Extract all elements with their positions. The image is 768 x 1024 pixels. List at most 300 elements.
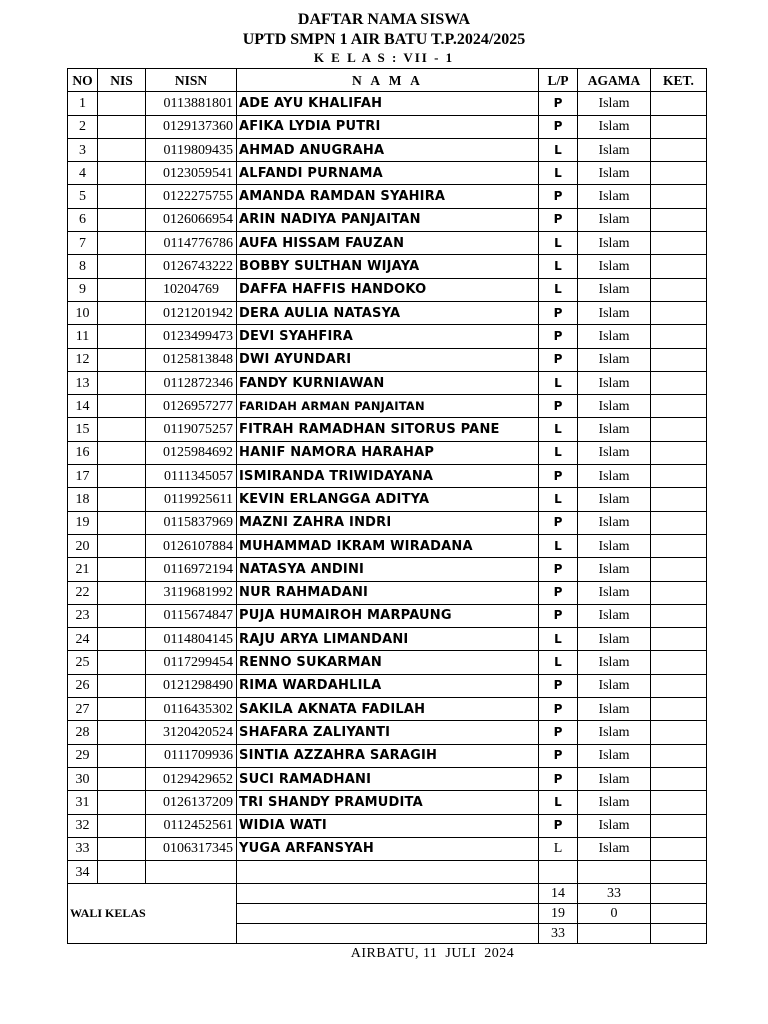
student-religion: Islam	[578, 255, 651, 278]
student-name: SHAFARA ZALIYANTI	[237, 721, 539, 744]
student-ket	[651, 232, 707, 255]
table-row	[68, 348, 707, 371]
student-religion: Islam	[578, 441, 651, 464]
student-no: 30	[68, 767, 98, 790]
student-gender: L	[539, 628, 578, 651]
student-ket	[651, 861, 707, 884]
student-religion: Islam	[578, 185, 651, 208]
student-no: 24	[68, 628, 98, 651]
student-ket	[651, 441, 707, 464]
student-name: DEVI SYAHFIRA	[237, 325, 539, 348]
student-gender: P	[539, 511, 578, 534]
student-nis	[98, 791, 146, 814]
summary-ket-cell	[651, 924, 707, 944]
student-religion: Islam	[578, 837, 651, 860]
student-name: MAZNI ZAHRA INDRI	[237, 511, 539, 534]
student-name: HANIF NAMORA HARAHAP	[237, 441, 539, 464]
student-no: 4	[68, 162, 98, 185]
student-no: 22	[68, 581, 98, 604]
student-nis	[98, 395, 146, 418]
student-ket	[651, 581, 707, 604]
student-nisn: 0116972194	[146, 558, 237, 581]
student-religion: Islam	[578, 814, 651, 837]
table-row	[68, 861, 707, 884]
student-nis	[98, 255, 146, 278]
student-nisn: 0115837969	[146, 511, 237, 534]
student-no: 28	[68, 721, 98, 744]
column-header-nisn: NISN	[146, 69, 237, 92]
student-ket	[651, 371, 707, 394]
student-gender: P	[539, 465, 578, 488]
student-religion: Islam	[578, 278, 651, 301]
student-name: ARIN NADIYA PANJAITAN	[237, 208, 539, 231]
student-nisn: 0121298490	[146, 674, 237, 697]
summary-agama-value	[578, 924, 651, 944]
summary-blank-cell	[237, 884, 539, 904]
student-nisn	[146, 861, 237, 884]
student-table-body	[68, 92, 707, 884]
table-row	[68, 395, 707, 418]
student-ket	[651, 837, 707, 860]
student-religion: Islam	[578, 232, 651, 255]
student-gender: L	[539, 534, 578, 557]
table-row	[68, 185, 707, 208]
student-gender: L	[539, 371, 578, 394]
student-no: 31	[68, 791, 98, 814]
student-nis	[98, 581, 146, 604]
student-nis	[98, 278, 146, 301]
table-row	[68, 418, 707, 441]
student-nisn: 0114776786	[146, 232, 237, 255]
student-nisn: 0106317345	[146, 837, 237, 860]
student-ket	[651, 395, 707, 418]
student-nisn: 0129429652	[146, 767, 237, 790]
student-nisn: 0129137360	[146, 115, 237, 138]
column-header-nis: NIS	[98, 69, 146, 92]
student-religion: Islam	[578, 395, 651, 418]
table-row	[68, 511, 707, 534]
student-name: NUR RAHMADANI	[237, 581, 539, 604]
student-ket	[651, 278, 707, 301]
table-row	[68, 92, 707, 115]
student-nisn: 0119809435	[146, 138, 237, 161]
student-nisn: 0126066954	[146, 208, 237, 231]
table-row	[68, 255, 707, 278]
student-gender: P	[539, 208, 578, 231]
student-no: 16	[68, 441, 98, 464]
student-no: 21	[68, 558, 98, 581]
student-gender: L	[539, 138, 578, 161]
student-nisn: 0125813848	[146, 348, 237, 371]
student-nis	[98, 465, 146, 488]
column-header-lp: L/P	[539, 69, 578, 92]
student-religion: Islam	[578, 721, 651, 744]
student-no: 32	[68, 814, 98, 837]
student-ket	[651, 721, 707, 744]
student-table	[67, 68, 707, 944]
student-nis	[98, 325, 146, 348]
summary-lp-value: 14	[539, 884, 578, 904]
summary-blank-cell	[237, 904, 539, 924]
student-ket	[651, 534, 707, 557]
student-religion: Islam	[578, 604, 651, 627]
student-gender: P	[539, 348, 578, 371]
student-religion: Islam	[578, 138, 651, 161]
student-nisn: 3119681992	[146, 581, 237, 604]
student-no: 2	[68, 115, 98, 138]
student-name: FITRAH RAMADHAN SITORUS PANE	[237, 418, 539, 441]
student-religion: Islam	[578, 162, 651, 185]
student-name: RAJU ARYA LIMANDANI	[237, 628, 539, 651]
student-no: 10	[68, 301, 98, 324]
student-religion: Islam	[578, 301, 651, 324]
student-ket	[651, 488, 707, 511]
student-ket	[651, 651, 707, 674]
student-nis	[98, 418, 146, 441]
student-name: SINTIA AZZAHRA SARAGIH	[237, 744, 539, 767]
student-name: KEVIN ERLANGGA ADITYA	[237, 488, 539, 511]
student-nisn: 0116435302	[146, 698, 237, 721]
student-nis	[98, 162, 146, 185]
student-religion: Islam	[578, 418, 651, 441]
student-nisn: 0126137209	[146, 791, 237, 814]
student-gender: L	[539, 232, 578, 255]
student-nis	[98, 138, 146, 161]
table-row	[68, 371, 707, 394]
student-nisn: 0126957277	[146, 395, 237, 418]
student-nis	[98, 534, 146, 557]
student-nis	[98, 232, 146, 255]
student-nis	[98, 861, 146, 884]
student-ket	[651, 301, 707, 324]
student-ket	[651, 698, 707, 721]
student-nis	[98, 371, 146, 394]
table-row	[68, 581, 707, 604]
student-nis	[98, 628, 146, 651]
student-gender: P	[539, 395, 578, 418]
student-no: 6	[68, 208, 98, 231]
wali-kelas-label: WALI KELAS	[68, 884, 237, 944]
table-row	[68, 162, 707, 185]
student-name: AFIKA LYDIA PUTRI	[237, 115, 539, 138]
student-name: RIMA WARDAHLILA	[237, 674, 539, 697]
student-nis	[98, 558, 146, 581]
student-name: AHMAD ANUGRAHA	[237, 138, 539, 161]
student-nis	[98, 674, 146, 697]
column-header-no: NO	[68, 69, 98, 92]
student-name: TRI SHANDY PRAMUDITA	[237, 791, 539, 814]
student-religion: Islam	[578, 674, 651, 697]
student-ket	[651, 348, 707, 371]
student-nis	[98, 441, 146, 464]
student-gender: P	[539, 185, 578, 208]
table-row	[68, 767, 707, 790]
student-no: 5	[68, 185, 98, 208]
student-no: 19	[68, 511, 98, 534]
student-nis	[98, 721, 146, 744]
student-nis	[98, 651, 146, 674]
student-gender: P	[539, 767, 578, 790]
student-no: 25	[68, 651, 98, 674]
school-name: UPTD SMPN 1 AIR BATU T.P.2024/2025	[242, 31, 526, 48]
student-ket	[651, 744, 707, 767]
student-religion: Islam	[578, 581, 651, 604]
student-no: 7	[68, 232, 98, 255]
student-no: 1	[68, 92, 98, 115]
student-gender: L	[539, 488, 578, 511]
student-nisn: 0112872346	[146, 371, 237, 394]
student-nisn: 0126743222	[146, 255, 237, 278]
table-row	[68, 325, 707, 348]
table-row	[68, 744, 707, 767]
student-gender: P	[539, 325, 578, 348]
student-religion: Islam	[578, 628, 651, 651]
table-header-row	[68, 69, 707, 92]
student-nis	[98, 348, 146, 371]
student-no: 3	[68, 138, 98, 161]
student-nisn: 10204769	[146, 278, 237, 301]
student-gender: P	[539, 558, 578, 581]
student-gender: L	[539, 791, 578, 814]
summary-row	[68, 884, 707, 904]
summary-section	[68, 884, 707, 944]
student-religion: Islam	[578, 511, 651, 534]
student-nis	[98, 698, 146, 721]
table-row	[68, 138, 707, 161]
student-ket	[651, 255, 707, 278]
student-nis	[98, 744, 146, 767]
student-no: 9	[68, 278, 98, 301]
student-no: 18	[68, 488, 98, 511]
student-name: FARIDAH ARMAN PANJAITAN	[237, 395, 539, 418]
table-row	[68, 278, 707, 301]
table-row	[68, 814, 707, 837]
table-row	[68, 232, 707, 255]
student-religion: Islam	[578, 534, 651, 557]
student-name: YUGA ARFANSYAH	[237, 837, 539, 860]
student-no: 14	[68, 395, 98, 418]
student-name: BOBBY SULTHAN WIJAYA	[237, 255, 539, 278]
student-name: WIDIA WATI	[237, 814, 539, 837]
student-religion: Islam	[578, 92, 651, 115]
student-religion: Islam	[578, 348, 651, 371]
student-nis	[98, 301, 146, 324]
student-name: ALFANDI PURNAMA	[237, 162, 539, 185]
table-row	[68, 301, 707, 324]
column-header-ket: KET.	[651, 69, 707, 92]
student-gender: L	[539, 278, 578, 301]
summary-blank-cell	[237, 924, 539, 944]
student-gender: P	[539, 814, 578, 837]
student-name: ADE AYU KHALIFAH	[237, 92, 539, 115]
table-row	[68, 208, 707, 231]
student-nisn: 0119925611	[146, 488, 237, 511]
student-name: PUJA HUMAIROH MARPAUNG	[237, 604, 539, 627]
student-nis	[98, 185, 146, 208]
student-religion: Islam	[578, 558, 651, 581]
student-nisn: 0115674847	[146, 604, 237, 627]
student-name: ISMIRANDA TRIWIDAYANA	[237, 465, 539, 488]
summary-ket-cell	[651, 904, 707, 924]
place-date: AIRBATU, 11 JULI 2024	[350, 946, 515, 961]
student-ket	[651, 674, 707, 697]
student-no: 11	[68, 325, 98, 348]
student-religion: Islam	[578, 744, 651, 767]
table-row	[68, 651, 707, 674]
student-ket	[651, 465, 707, 488]
student-nis	[98, 92, 146, 115]
student-no: 26	[68, 674, 98, 697]
summary-agama-value: 0	[578, 904, 651, 924]
student-nis	[98, 604, 146, 627]
table-row	[68, 488, 707, 511]
student-religion: Islam	[578, 767, 651, 790]
student-name: AUFA HISSAM FAUZAN	[237, 232, 539, 255]
student-religion: Islam	[578, 325, 651, 348]
table-row	[68, 558, 707, 581]
student-ket	[651, 511, 707, 534]
student-ket	[651, 418, 707, 441]
student-no: 20	[68, 534, 98, 557]
student-nisn: 0123059541	[146, 162, 237, 185]
table-row	[68, 791, 707, 814]
student-religion: Islam	[578, 791, 651, 814]
student-nisn: 0125984692	[146, 441, 237, 464]
student-nis	[98, 208, 146, 231]
student-ket	[651, 628, 707, 651]
student-ket	[651, 325, 707, 348]
student-gender: L	[539, 255, 578, 278]
student-no: 15	[68, 418, 98, 441]
student-nis	[98, 488, 146, 511]
student-nisn: 3120420524	[146, 721, 237, 744]
class-label: K E L A S : VII - 1	[313, 50, 455, 65]
student-ket	[651, 92, 707, 115]
student-gender: L	[539, 162, 578, 185]
student-religion: Islam	[578, 371, 651, 394]
student-gender: P	[539, 744, 578, 767]
student-no: 13	[68, 371, 98, 394]
student-no: 8	[68, 255, 98, 278]
student-no: 29	[68, 744, 98, 767]
student-no: 23	[68, 604, 98, 627]
table-row	[68, 628, 707, 651]
student-no: 27	[68, 698, 98, 721]
student-gender: P	[539, 721, 578, 744]
student-nisn: 0122275755	[146, 185, 237, 208]
student-name: MUHAMMAD IKRAM WIRADANA	[237, 534, 539, 557]
student-no: 33	[68, 837, 98, 860]
student-no: 34	[68, 861, 98, 884]
table-row	[68, 837, 707, 860]
student-nis	[98, 115, 146, 138]
summary-agama-value: 33	[578, 884, 651, 904]
student-religion: Islam	[578, 698, 651, 721]
student-no: 12	[68, 348, 98, 371]
student-nisn: 0119075257	[146, 418, 237, 441]
table-row	[68, 441, 707, 464]
student-gender: P	[539, 301, 578, 324]
student-nis	[98, 511, 146, 534]
student-name: RENNO SUKARMAN	[237, 651, 539, 674]
column-header-agama: AGAMA	[578, 69, 651, 92]
student-nisn: 0111709936	[146, 744, 237, 767]
student-ket	[651, 791, 707, 814]
student-no: 17	[68, 465, 98, 488]
student-ket	[651, 138, 707, 161]
student-ket	[651, 185, 707, 208]
table-row	[68, 604, 707, 627]
student-name: NATASYA ANDINI	[237, 558, 539, 581]
student-ket	[651, 115, 707, 138]
student-ket	[651, 767, 707, 790]
column-header-nama: N A M A	[237, 69, 539, 92]
table-row	[68, 534, 707, 557]
summary-ket-cell	[651, 884, 707, 904]
student-ket	[651, 604, 707, 627]
student-name	[237, 861, 539, 884]
student-gender: P	[539, 698, 578, 721]
table-row	[68, 674, 707, 697]
table-row	[68, 698, 707, 721]
document-title: DAFTAR NAMA SISWA	[297, 11, 471, 28]
student-nis	[98, 837, 146, 860]
student-gender: P	[539, 581, 578, 604]
student-nisn: 0121201942	[146, 301, 237, 324]
student-nisn: 0117299454	[146, 651, 237, 674]
student-nisn: 0123499473	[146, 325, 237, 348]
student-nisn: 0126107884	[146, 534, 237, 557]
student-name: SUCI RAMADHANI	[237, 767, 539, 790]
student-nis	[98, 767, 146, 790]
student-gender: L	[539, 441, 578, 464]
student-ket	[651, 814, 707, 837]
student-gender	[539, 861, 578, 884]
student-religion: Islam	[578, 465, 651, 488]
student-gender: L	[539, 837, 578, 860]
student-nisn: 0114804145	[146, 628, 237, 651]
student-name: AMANDA RAMDAN SYAHIRA	[237, 185, 539, 208]
student-gender: P	[539, 92, 578, 115]
student-gender: L	[539, 651, 578, 674]
student-nis	[98, 814, 146, 837]
student-ket	[651, 208, 707, 231]
student-name: FANDY KURNIAWAN	[237, 371, 539, 394]
student-nisn: 0111345057	[146, 465, 237, 488]
student-nisn: 0113881801	[146, 92, 237, 115]
student-name: DAFFA HAFFIS HANDOKO	[237, 278, 539, 301]
student-gender: P	[539, 115, 578, 138]
student-religion: Islam	[578, 651, 651, 674]
student-religion: Islam	[578, 115, 651, 138]
student-religion: Islam	[578, 208, 651, 231]
summary-lp-value: 33	[539, 924, 578, 944]
summary-lp-value: 19	[539, 904, 578, 924]
table-row	[68, 465, 707, 488]
student-gender: P	[539, 674, 578, 697]
student-name: SAKILA AKNATA FADILAH	[237, 698, 539, 721]
student-ket	[651, 558, 707, 581]
student-ket	[651, 162, 707, 185]
student-nisn: 0112452561	[146, 814, 237, 837]
student-religion	[578, 861, 651, 884]
student-name: DERA AULIA NATASYA	[237, 301, 539, 324]
student-gender: P	[539, 604, 578, 627]
table-row	[68, 115, 707, 138]
table-row	[68, 721, 707, 744]
student-religion: Islam	[578, 488, 651, 511]
student-name: DWI AYUNDARI	[237, 348, 539, 371]
